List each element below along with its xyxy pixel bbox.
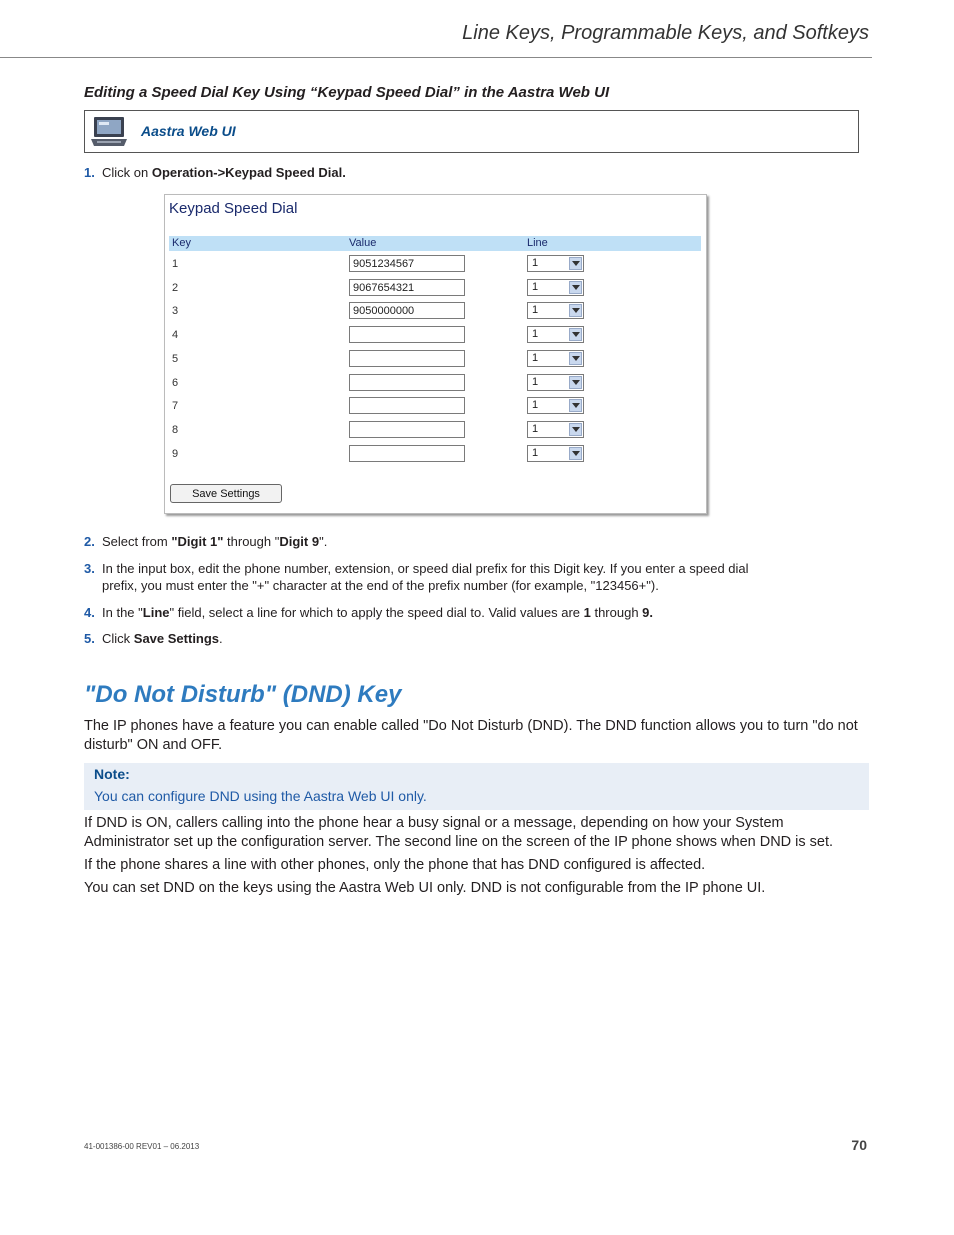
step-text: In the input box, edit the phone number, extension, or speed dial prefix for this Digit key. If you enter a speed dial	[102, 561, 749, 576]
chevron-down-icon[interactable]	[569, 447, 582, 460]
web-ui-label: Aastra Web UI	[141, 123, 236, 139]
value-input[interactable]	[349, 279, 465, 296]
line-value: 1	[532, 352, 539, 364]
step-bold: Line	[142, 605, 170, 620]
value-input[interactable]	[349, 397, 465, 414]
line-select[interactable]	[527, 279, 584, 296]
section-title: Editing a Speed Dial Key Using “Keypad Speed Dial” in the Aastra Web UI	[84, 84, 610, 101]
step-text: Click on	[102, 165, 152, 180]
chevron-down-icon[interactable]	[569, 352, 582, 365]
key-label: 3	[172, 305, 179, 317]
value-input[interactable]	[349, 255, 465, 272]
step-1	[84, 164, 784, 181]
key-label: 2	[172, 282, 179, 294]
chevron-down-icon[interactable]	[569, 281, 582, 294]
computer-icon	[89, 115, 129, 154]
step-number: 5.	[84, 631, 95, 646]
line-select[interactable]	[527, 255, 584, 272]
column-line: Line	[527, 237, 548, 249]
step-number: 1.	[84, 165, 95, 180]
step-text-continued: prefix, you must enter the "+" character at the end of the prefix number (for example, "123456+").	[102, 578, 659, 593]
value-input[interactable]	[349, 374, 465, 391]
key-label: 8	[172, 424, 179, 436]
chevron-down-icon[interactable]	[569, 328, 582, 341]
step-5	[84, 630, 784, 647]
key-label: 5	[172, 353, 179, 365]
value-input[interactable]	[349, 421, 465, 438]
dnd-paragraph-1: If DND is ON, callers calling into the phone hear a busy signal or a message, depending on how your System Administrator set up the configuration server. The second line on the screen of the IP phone shows when DND is set.	[84, 815, 834, 850]
chevron-down-icon[interactable]	[569, 399, 582, 412]
column-header-row	[169, 236, 701, 251]
value-input[interactable]	[349, 302, 465, 319]
step-text: Select from	[102, 534, 172, 549]
key-label: 7	[172, 400, 179, 412]
line-value: 1	[532, 257, 539, 269]
step-text: In the "	[102, 605, 143, 620]
value-input[interactable]	[349, 445, 465, 462]
line-value: 1	[532, 399, 539, 411]
page-header-title: Line Keys, Programmable Keys, and Softkeys	[462, 22, 869, 44]
dnd-intro: The IP phones have a feature you can enable called "Do Not Disturb (DND). The DND function allows you to turn "do not disturb" ON and OFF.	[84, 718, 858, 753]
line-value: 1	[532, 304, 539, 316]
note-title: Note:	[94, 766, 130, 782]
line-select[interactable]	[527, 397, 584, 414]
step-text: Click	[102, 631, 134, 646]
chevron-down-icon[interactable]	[569, 376, 582, 389]
line-value: 1	[532, 328, 539, 340]
line-select[interactable]	[527, 421, 584, 438]
key-label: 6	[172, 377, 179, 389]
note-text: You can configure DND using the Aastra Web UI only.	[94, 788, 427, 804]
dnd-heading: "Do Not Disturb" (DND) Key	[84, 681, 402, 708]
line-value: 1	[532, 447, 539, 459]
save-settings-button[interactable]: Save Settings	[170, 484, 282, 503]
step-number: 4.	[84, 605, 95, 620]
dnd-paragraph-3: You can set DND on the keys using the Aastra Web UI only. DND is not configurable from the IP phone UI.	[84, 880, 766, 896]
line-select[interactable]	[527, 445, 584, 462]
step-number: 3.	[84, 561, 95, 576]
value-input[interactable]	[349, 350, 465, 367]
line-select[interactable]	[527, 350, 584, 367]
step-text: ".	[319, 534, 328, 549]
step-3	[84, 560, 804, 594]
panel-title: Keypad Speed Dial	[169, 200, 298, 217]
line-select[interactable]	[527, 302, 584, 319]
step-bold: Save Settings	[133, 631, 220, 646]
line-value: 1	[532, 281, 539, 293]
line-value: 1	[532, 423, 539, 435]
document-id: 41-001386-00 REV01 – 06.2013	[84, 1142, 200, 1151]
step-2	[84, 533, 784, 550]
step-4	[84, 604, 844, 621]
step-text: .	[219, 631, 223, 646]
value-input[interactable]	[349, 326, 465, 343]
step-bold: Operation->Keypad Speed Dial.	[151, 165, 346, 180]
key-label: 4	[172, 329, 179, 341]
step-bold: 9.	[642, 605, 654, 620]
step-bold: "Digit 1"	[171, 534, 224, 549]
line-select[interactable]	[527, 326, 584, 343]
line-value: 1	[532, 376, 539, 388]
step-bold: 1	[583, 605, 591, 620]
step-text: through	[590, 605, 643, 620]
chevron-down-icon[interactable]	[569, 257, 582, 270]
page-number: 70	[851, 1137, 867, 1153]
chevron-down-icon[interactable]	[569, 423, 582, 436]
header-divider	[0, 57, 872, 58]
step-number: 2.	[84, 534, 95, 549]
step-text: " field, select a line for which to apply the speed dial to. Valid values are	[169, 605, 584, 620]
column-key: Key	[172, 237, 191, 249]
key-label: 1	[172, 258, 179, 270]
dnd-paragraph-2: If the phone shares a line with other phones, only the phone that has DND configured is affected.	[84, 857, 706, 873]
step-bold: Digit 9	[279, 534, 320, 549]
column-value: Value	[349, 237, 377, 249]
step-text: through "	[223, 534, 280, 549]
line-select[interactable]	[527, 374, 584, 391]
chevron-down-icon[interactable]	[569, 304, 582, 317]
key-label: 9	[172, 448, 179, 460]
